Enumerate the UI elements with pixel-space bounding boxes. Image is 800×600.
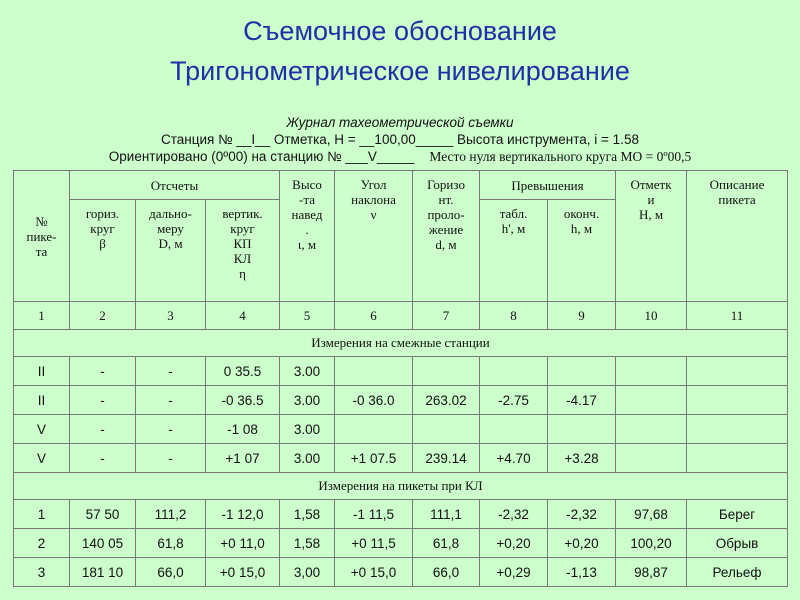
table-cell: +0 11,5 [335,529,413,558]
section-row [14,473,788,500]
table-cell: 57 50 [70,500,136,529]
table-cell: -2.75 [480,386,548,415]
column-number: 10 [616,302,687,330]
column-number: 11 [687,302,788,330]
table-cell: - [136,357,206,386]
table-cell [548,415,616,444]
header-picket-no: № пике- та [14,171,70,302]
table-row [14,529,788,558]
table-cell: -1,13 [548,558,616,587]
table-cell [687,386,788,415]
header-rangefinder: дально- меру D, м [136,200,206,302]
table-cell [335,357,413,386]
table-cell: 239.14 [413,444,480,473]
table-cell: 66,0 [413,558,480,587]
table-row [14,357,788,386]
table-cell: 1 [14,500,70,529]
table-cell: +1 07.5 [335,444,413,473]
table-cell: -1 12,0 [206,500,280,529]
table-cell: 140 05 [70,529,136,558]
table-cell: 1,58 [280,529,335,558]
table-cell: 181 10 [70,558,136,587]
station-line: Станция № __I__ Отметка, Н = __100,00_____ Высота инструмента, i = 1.58 [161,132,639,147]
table-cell: 100,20 [616,529,687,558]
column-number: 8 [480,302,548,330]
column-number: 6 [335,302,413,330]
header-horiz-dist: Горизо нт. проло- жение d, м [413,171,480,302]
table-cell: 263.02 [413,386,480,415]
table-cell: V [14,444,70,473]
table-cell: -0 36.5 [206,386,280,415]
header-mark: Отметк и Н, м [616,171,687,302]
table-cell: +0 11,0 [206,529,280,558]
survey-journal-table [13,170,788,587]
title-line-2: Тригонометрическое нивелирование [170,56,630,86]
table-cell [480,357,548,386]
header-final-elev: оконч. h, м [548,200,616,302]
table-cell: - [70,357,136,386]
table-cell: 2 [14,529,70,558]
table-cell [616,444,687,473]
title-line-1: Съемочное обоснование [243,16,557,46]
section2-body [14,500,788,587]
table-cell: -1 08 [206,415,280,444]
table-cell: II [14,386,70,415]
column-number: 7 [413,302,480,330]
orientation-text: Ориентировано (0º00) на станцию № ___V_____ [108,149,415,164]
header-aim-height: Высо -та навед . ι, м [280,171,335,302]
table-cell: - [70,415,136,444]
table-cell: Обрыв [687,529,788,558]
table-cell: 111,1 [413,500,480,529]
table-row [14,386,788,415]
column-number: 1 [14,302,70,330]
table-cell [335,415,413,444]
table-cell: - [70,444,136,473]
table-cell: 0 35.5 [206,357,280,386]
table-cell [616,357,687,386]
section-title-pickets: Измерения на пикеты при КЛ [14,473,788,500]
table-cell [616,386,687,415]
table-cell: -2,32 [480,500,548,529]
section1-body [14,357,788,473]
table-cell: -0 36.0 [335,386,413,415]
header-readings: Отсчеты [70,171,280,200]
table-cell: 3.00 [280,357,335,386]
table-cell: 3.00 [280,386,335,415]
table-cell: 98,87 [616,558,687,587]
table-cell: 3 [14,558,70,587]
table-cell: +0 15,0 [335,558,413,587]
header-row-1 [14,171,788,200]
table-cell: 3,00 [280,558,335,587]
header-vert-circle: вертик. круг КП КЛ η [206,200,280,302]
table-cell [413,415,480,444]
table-cell: - [136,444,206,473]
column-number: 9 [548,302,616,330]
table-cell [480,415,548,444]
table-cell: -2,32 [548,500,616,529]
table-cell: 111,2 [136,500,206,529]
table-cell: - [136,415,206,444]
table-cell: -4.17 [548,386,616,415]
table-cell: 61,8 [136,529,206,558]
mo-text: Место нуля вертикального круга МО = 0º00,5 [429,149,692,164]
table-cell [687,357,788,386]
table-cell: 1,58 [280,500,335,529]
table-cell: 3.00 [280,444,335,473]
table-cell: +0,29 [480,558,548,587]
table-cell: +1 07 [206,444,280,473]
table-cell [413,357,480,386]
header-horiz-circle: гориз. круг β [70,200,136,302]
section2-header [14,473,788,500]
table-cell: +0,20 [480,529,548,558]
table-cell: - [136,386,206,415]
table-cell: -1 11,5 [335,500,413,529]
table-cell [687,415,788,444]
table-cell: +0 15,0 [206,558,280,587]
table-cell: II [14,357,70,386]
column-number: 5 [280,302,335,330]
header-slope-angle: Угол наклона ν [335,171,413,302]
column-number-row [14,302,788,330]
table-row [14,558,788,587]
table-cell: +3.28 [548,444,616,473]
orientation-line [0,148,800,165]
table-cell: 97,68 [616,500,687,529]
table-cell: +4.70 [480,444,548,473]
table-cell: Берег [687,500,788,529]
table-cell: Рельеф [687,558,788,587]
table-cell [687,444,788,473]
table-cell [616,415,687,444]
column-number: 3 [136,302,206,330]
table-row [14,415,788,444]
table-cell: V [14,415,70,444]
header-description: Описание пикета [687,171,788,302]
journal-title: Журнал тахеометрической съемки [286,115,514,130]
table-cell: 66,0 [136,558,206,587]
table-cell: +0,20 [548,529,616,558]
section-row [14,330,788,357]
column-number: 2 [70,302,136,330]
header-elevations: Превышения [480,171,616,200]
table-cell [548,357,616,386]
table-cell: 61,8 [413,529,480,558]
header-table-elev: табл. h', м [480,200,548,302]
column-number: 4 [206,302,280,330]
table-row [14,500,788,529]
table-cell: 3.00 [280,415,335,444]
section-title-adjacent-stations: Измерения на смежные станции [14,330,788,357]
table-row [14,444,788,473]
table-cell: - [70,386,136,415]
